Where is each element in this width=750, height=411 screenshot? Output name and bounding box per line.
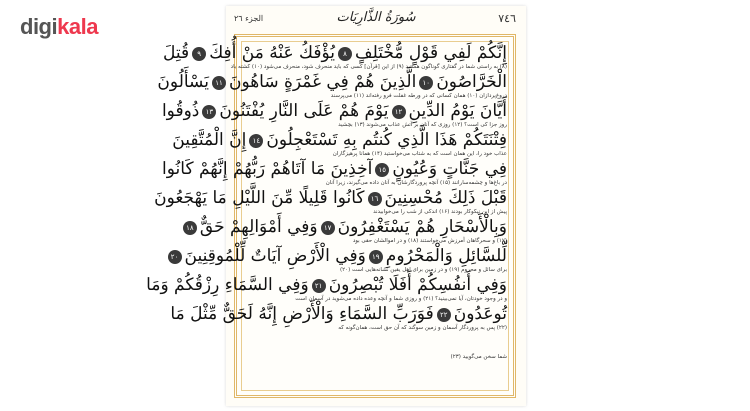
logo-text-digi: digi [20,14,58,39]
arabic-text [172,130,507,151]
ayah-number-marker: ٢٢ [437,308,451,322]
verse-segment: ذُوقُوا [161,101,200,121]
page-frame [146,34,516,398]
verse-segment: إِنَّكُمْ لَفِي قَوْلٍ مُّخْتَلِفٍ [354,43,507,63]
verse-line [163,43,507,72]
ayah-number-marker: ١٥ [375,163,389,177]
verse-segment: فِتْنَتَكُمْ هَذَا الَّذِي كُنتُم بِهِ تَسْتَعْجِلُونَ [266,130,507,150]
verse-segment: الَّذِينَ هُمْ فِي غَمْرَةٍ سَاهُونَ [228,72,417,92]
page-header [226,6,526,32]
verse-line [161,101,507,130]
verse-segment: لِّلسَّائِلِ وَالْمَحْرُومِ [385,246,507,266]
verse-segment: قُتِلَ [163,43,190,63]
arabic-text [157,72,507,93]
verse-segment: قَبْلَ ذَلِكَ مُحْسِنِينَ [384,188,507,208]
verse-segment: يُؤْفَكُ عَنْهُ مَنْ أُفِكَ [209,43,335,63]
verse-line [243,333,507,362]
surah-title: سُورَةُ الذَّارِيَات [336,10,416,25]
juz-label: الجزء ٢٦ [234,14,264,23]
persian-translation: روز جزا کی است؟ (۱۲) روزی که آنان بر آتش عذاب می‌شوند (۱۳) بچشید [338,122,507,128]
arabic-text [163,43,507,64]
page-number: ٧٤٦ [498,12,516,25]
persian-translation: عذاب خود را، این همان است که به شتاب می‌خواستید (۱۴) همانا پرهیزگاران [332,151,507,157]
ayah-number-marker: ١٨ [183,221,197,235]
verse-segment: وَفِي السَّمَاءِ رِزْقُكُمْ وَمَا [146,275,309,295]
ayah-number-marker: ١٤ [249,134,263,148]
arabic-text [170,246,507,267]
ayah-number-marker: ٩ [192,47,206,61]
verse-segment: فَوَرَبِّ السَّمَاءِ وَالْأَرْضِ إِنَّهُ لَحَقٌّ مِّثْلَ مَا [170,304,434,324]
ayah-number-marker: ١٢ [392,105,406,119]
verse-segment: آخِذِينَ مَا آتَاهُمْ رَبُّهُمْ إِنَّهُمْ كَانُوا [162,159,373,179]
verse-segment: كَانُوا قَلِيلًا مِّنَ اللَّيْلِ مَا يَهْجَعُونَ [154,188,365,208]
ayah-number-marker: ١٧ [321,221,335,235]
verse-segment: وَبِالْأَسْحَارِ هُمْ يَسْتَغْفِرُونَ [337,217,507,237]
persian-translation: برای سائل و محروم (۱۹) و در زمین برای اهل یقین نشانه‌هایی است (۲۰) [340,267,507,273]
verse-segment: أَيَّانَ يَوْمُ الدِّينِ [408,101,507,121]
arabic-text [162,159,507,180]
persian-translation: (۲۲) پس به پروردگار آسمان و زمین سوگند که آن حق است، همان‌گونه که [338,325,507,331]
persian-translation: و در وجود خودتان، آیا نمی‌بینید؟ (۲۱) و روزی شما و آنچه وعده داده می‌شوید در آسمان است [295,296,507,302]
verse-segment: الْخَرَّاصُونَ [436,72,507,92]
arabic-text [154,188,507,209]
verse-segment: تُوعَدُونَ [453,304,507,324]
ayah-number-marker: ١١ [212,76,226,90]
ayah-number-marker: ١٦ [368,192,382,206]
ayah-number-marker: ١٣ [202,105,216,119]
persian-translation: دروغ‌پردازان (۱۰) همان کسانی که در ورطه غفلت فرو رفته‌اند (۱۱) می‌پرسند [330,93,507,99]
verse-segment: يَسْأَلُونَ [157,72,209,92]
persian-translation: (۸) به راستی شما در گفتاری گوناگون هستید (۹) از این [قرآن] کسی که باید منحرف شود، منحرف می‌شود (۱۰) کشته باد [230,64,507,70]
verse-line [170,246,507,275]
verse-segment: فِي جَنَّاتٍ وَعُيُونٍ [392,159,507,179]
verse-segment: وَفِي الْأَرْضِ آيَاتٌ لِّلْمُوقِنِينَ [184,246,366,266]
verse-line [146,275,507,304]
verse-line [154,188,507,217]
verse-line [172,130,507,159]
arabic-text [161,101,507,122]
ayah-number-marker: ٢١ [312,279,326,293]
verse-lines [146,43,507,389]
verse-line [157,72,507,101]
persian-translation: در باغ‌ها و چشمه‌سارانند (۱۵) آنچه پروردگارشان به آنان داده می‌گیرند، زیرا آنان [325,180,507,186]
ayah-number-marker: ٢٠ [168,250,182,264]
verse-line [162,159,507,188]
verse-segment: وَفِي أَنفُسِكُمْ أَفَلَا تُبْصِرُونَ [328,275,507,295]
verse-segment: وَفِي أَمْوَالِهِمْ حَقٌّ [199,217,318,237]
arabic-text [146,275,507,296]
verse-line [170,304,507,333]
ayah-number-marker: ١٠ [419,76,433,90]
digikala-logo[interactable] [20,14,98,40]
verse-line [186,217,507,246]
verse-segment: إِنَّ الْمُتَّقِينَ [172,130,247,150]
persian-translation: پیش از این نیکوکار بودند (۱۶) اندکی از شب را می‌خوابیدند [373,209,507,215]
persian-translation: (۱۷) و سحرگاهان آمرزش می‌خواستند (۱۸) و در اموالشان حقی بود [352,238,507,244]
logo-text-kala: kala [57,14,98,39]
verse-segment: يَوْمَ هُمْ عَلَى النَّارِ يُفْتَنُونَ [219,101,389,121]
arabic-text [186,217,507,238]
persian-translation: شما سخن می‌گویید (۲۳) [450,354,507,360]
arabic-text [243,333,507,354]
ayah-number-marker: ١٩ [369,250,383,264]
quran-page [146,6,526,406]
arabic-text [170,304,507,325]
ayah-number-marker: ٨ [338,47,352,61]
